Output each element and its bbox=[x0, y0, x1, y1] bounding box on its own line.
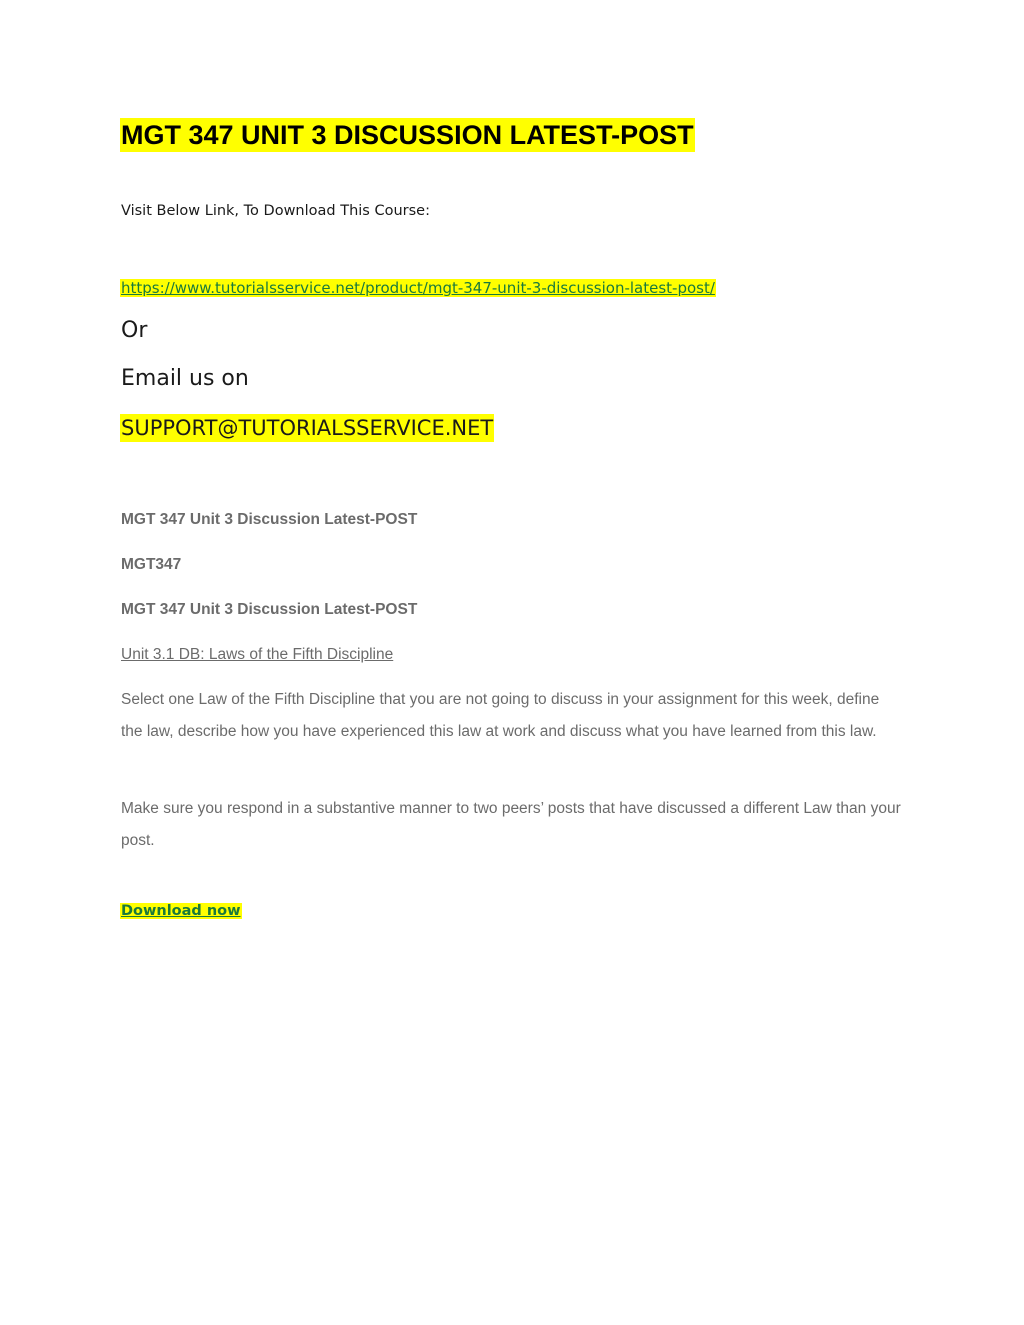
section-heading-1: MGT 347 Unit 3 Discussion Latest-POST bbox=[121, 511, 418, 528]
download-now-link[interactable] bbox=[120, 901, 242, 922]
unit-discussion-link[interactable]: Unit 3.1 DB: Laws of the Fifth Discipline bbox=[121, 646, 394, 663]
course-download-link-text: https://www.tutorialsservice.net/product/mgt-347-unit-3-discussion-latest-post/ bbox=[121, 279, 715, 297]
section-heading-2: MGT 347 Unit 3 Discussion Latest-POST bbox=[121, 601, 418, 618]
page-title-text: MGT 347 UNIT 3 DISCUSSION LATEST-POST bbox=[121, 120, 694, 150]
response-paragraph: Make sure you respond in a substantive manner to two peers’ posts that have discussed a different Law than your post. bbox=[121, 800, 901, 849]
or-separator: Or bbox=[121, 318, 148, 343]
visit-instruction: Visit Below Link, To Download This Course: bbox=[121, 203, 430, 219]
course-code: MGT347 bbox=[121, 556, 182, 573]
email-label: Email us on bbox=[121, 366, 249, 391]
assignment-paragraph: Select one Law of the Fifth Discipline that you are not going to discuss in your assignment for this week, define the law, describe how you have experienced this law at work and discuss what you have learned from this law. bbox=[121, 691, 880, 740]
support-email-text: SUPPORT@TUTORIALSSERVICE.NET bbox=[121, 416, 494, 440]
course-download-link[interactable] bbox=[120, 278, 716, 299]
page-title bbox=[120, 116, 695, 154]
support-email[interactable] bbox=[120, 410, 494, 446]
download-now-text: Download now bbox=[121, 903, 241, 919]
